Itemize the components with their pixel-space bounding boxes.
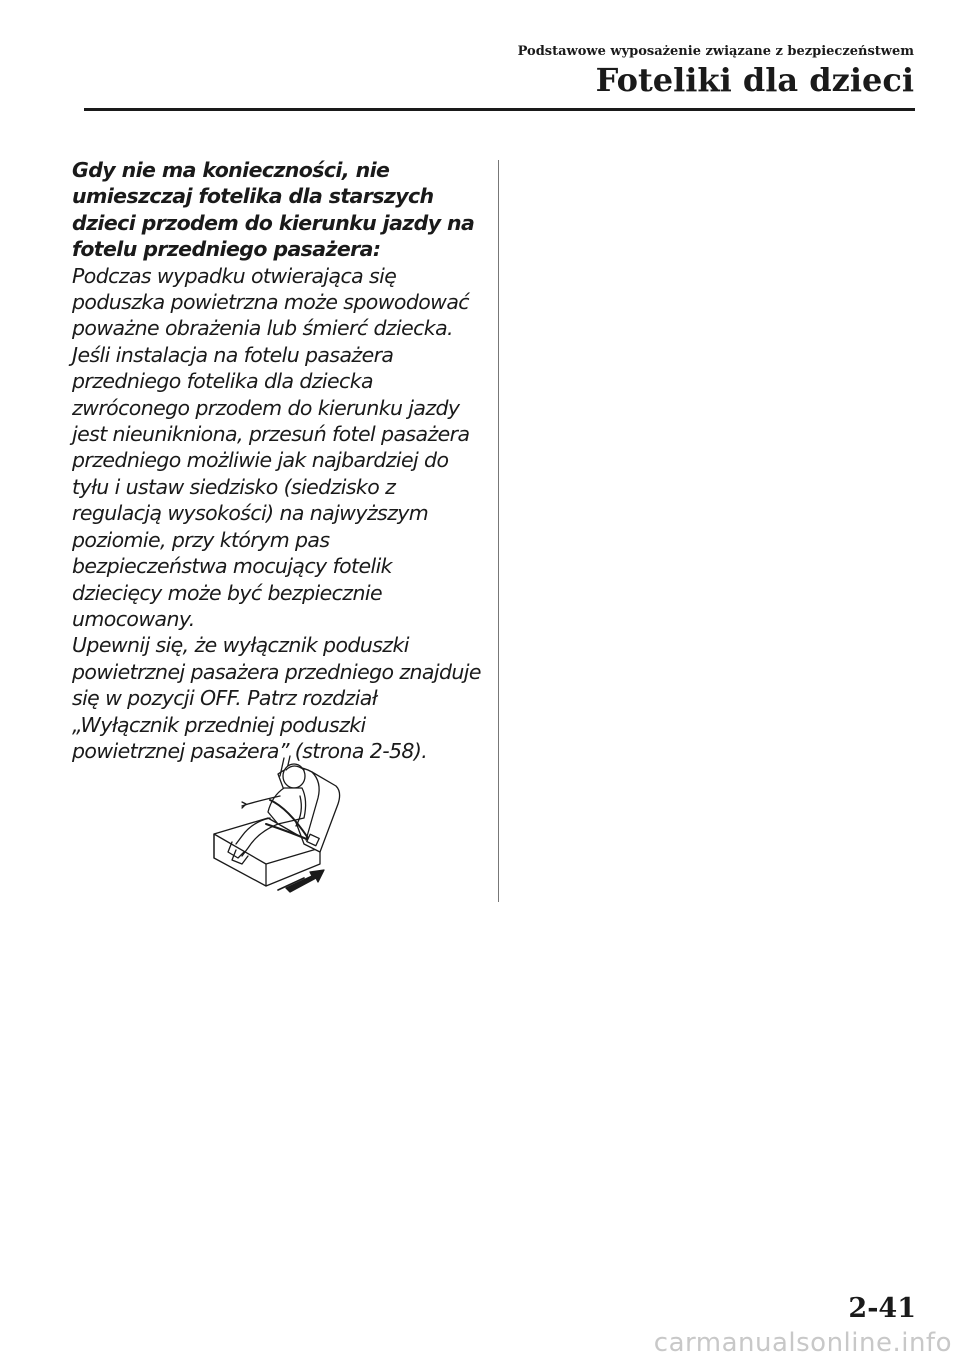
warning-paragraph-2: Jeśli instalacja na fotelu pasażera przedniego fotelika dla dziecka zwróconego przodem do kierunku jazdy jest nieunikniona, przesuń fotel pasażera przedniego możliwie jak najbardziej do tyłu i ustaw siedzisko (siedzisko z regulacją wysokości) na najwyższym poziomie, przy którym pas bezpieczeństwa mocujący fotelik dziecięcy może być bezpiecznie umocowany.: [72, 342, 470, 631]
column-divider: [498, 160, 499, 902]
watermark: carmanualsonline.info: [653, 1328, 952, 1358]
section-header: Podstawowe wyposażenie związane z bezpieczeństwem: [517, 44, 914, 59]
child-booster-seat-illustration: [208, 752, 348, 894]
warning-paragraph-3: Upewnij się, że wyłącznik poduszki powietrznej pasażera przedniego znajduje się w pozycji OFF. Patrz rozdział „Wyłącznik przedniej poduszki powietrznej pasażera” (strona 2-58).: [72, 633, 481, 763]
page-number: 2-41: [848, 1293, 916, 1324]
page-title: Foteliki dla dzieci: [595, 61, 914, 99]
warning-paragraph-1: Podczas wypadku otwierająca się poduszka powietrzna może spowodować poważne obrażenia lub śmierć dziecka.: [72, 263, 469, 341]
header-rule: [84, 108, 915, 111]
warning-block: [72, 157, 482, 764]
warning-heading: Gdy nie ma konieczności, nie umieszczaj fotelika dla starszych dzieci przodem do kierunku jazdy na fotelu przedniego pasażera:: [72, 158, 475, 262]
